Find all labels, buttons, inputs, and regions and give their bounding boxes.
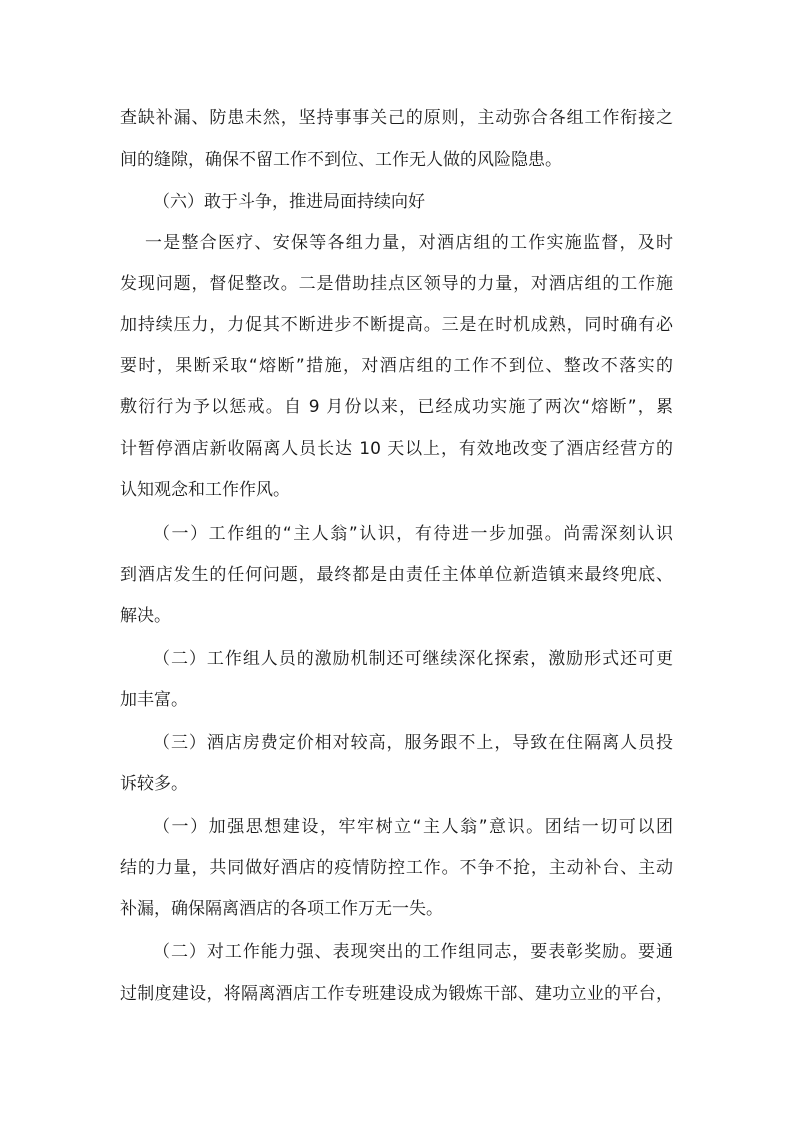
text-line: 计暂停酒店新收隔离人员长达 10 天以上，有效地改变了酒店经营方的 xyxy=(120,439,673,459)
text-line: 加丰富。 xyxy=(120,690,188,710)
section-heading: （六）敢于斗争，推进局面持续向好 xyxy=(153,192,425,212)
text-line: 结的力量，共同做好酒店的疫情防控工作。不争不抢，主动补台、主动 xyxy=(120,858,673,878)
text-line: （三）酒店房费定价相对较高，服务跟不上，导致在住隔离人员投 xyxy=(153,733,673,753)
text-line: 加持续压力，力促其不断进步不断提高。三是在时机成熟，同时确有必 xyxy=(120,315,673,335)
text-line: 要时，果断采取“熔断”措施，对酒店组的工作不到位、整改不落实的 xyxy=(120,356,673,376)
text-line: （一）加强思想建设，牢牢树立“主人翁”意识。团结一切可以团 xyxy=(153,817,673,837)
text-line: （二）工作组人员的激励机制还可继续深化探索，激励形式还可更 xyxy=(153,649,673,669)
text-line: （二）对工作能力强、表现突出的工作组同志，要表彰奖励。要通 xyxy=(153,942,673,962)
text-line: 诉较多。 xyxy=(120,774,188,794)
text-line: 补漏，确保隔离酒店的各项工作万无一失。 xyxy=(120,899,443,919)
text-line: 过制度建设，将隔离酒店工作专班建设成为锻炼干部、建功立业的平台， xyxy=(120,984,673,1004)
text-line: 一是整合医疗、安保等各组力量，对酒店组的工作实施监督，及时 xyxy=(145,233,673,253)
text-line: 发现问题，督促整改。二是借助挂点区领导的力量，对酒店组的工作施 xyxy=(120,274,673,294)
text-line: （一）工作组的“主人翁”认识，有待进一步加强。尚需深刻认识 xyxy=(153,524,673,544)
text-line: 到酒店发生的任何问题，最终都是由责任主体单位新造镇来最终兜底、 xyxy=(120,565,673,585)
text-line: 查缺补漏、防患未然，坚持事事关己的原则，主动弥合各组工作衔接之 xyxy=(120,108,673,128)
text-line: 敷衍行为予以惩戒。自 9 月份以来，已经成功实施了两次“熔断”，累 xyxy=(120,397,673,417)
text-line: 解决。 xyxy=(120,606,171,626)
text-line: 间的缝隙，确保不留工作不到位、工作无人做的风险隐患。 xyxy=(120,150,562,170)
text-line: 认知观念和工作作风。 xyxy=(120,480,290,500)
